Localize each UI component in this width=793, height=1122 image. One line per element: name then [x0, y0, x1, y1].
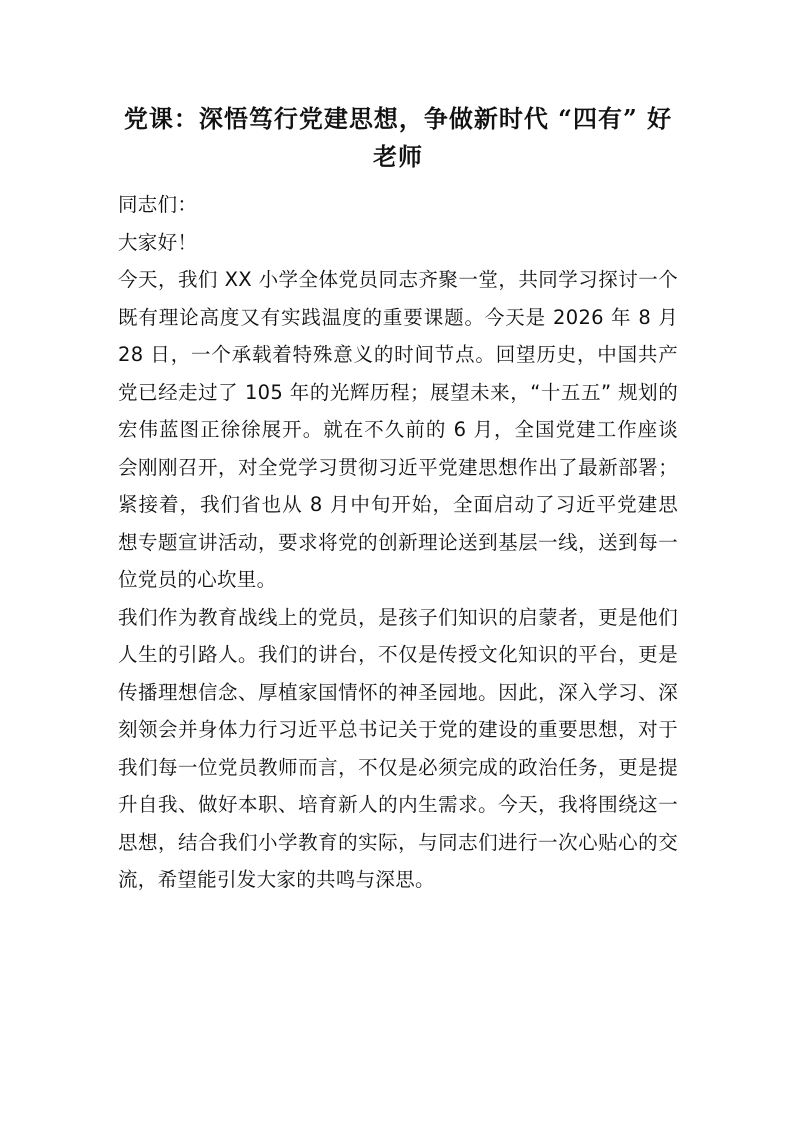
- opening-greeting: 大家好！: [118, 230, 198, 254]
- body-paragraph-2: 我们作为教育战线上的党员，是孩子们知识的启蒙者，更是他们人生的引路人。我们的讲台，不仅是传授文化知识的平台，更是传播理想信念、厚植家国情怀的神圣园地。因此，深入学习、深刻领会并身体力行习近平总书记关于党的建设的重要思想，对于我们每一位党员教师而言，不仅是必须完成的政治任务，更是提升自我、做好本职、培育新人的内生需求。今天，我将围绕这一思想，结合我们小学教育的实际，与同志们进行一次心贴心的交流，希望能引发大家的共鸣与深思。: [118, 605, 678, 891]
- document-page: [118, 100, 678, 899]
- salutation: 同志们：: [118, 193, 198, 216]
- body-paragraph-1: 今天，我们 XX 小学全体党员同志齐聚一堂，共同学习探讨一个既有理论高度又有实践温度的重要课题。今天是 2026 年 8 月 28 日，一个承载着特殊意义的时间节点。回望历史，中国共产党已经走过了 105 年的光辉历程；展望未来，“十五五” 规划的宏伟蓝图正徐徐展开。就在不久前的 6 月，全国党建工作座谈会刚刚召开，对全党学习贯彻习近平党建思想作出了最新部署；紧接着，我们省也从 8 月中旬开始，全面启动了习近平党建思想专题宣讲活动，要求将党的创新理论送到基层一线，送到每一位党员的心坎里。: [118, 268, 678, 591]
- document-title: 党课：深悟笃行党建思想，争做新时代 “四有” 好老师: [123, 104, 673, 171]
